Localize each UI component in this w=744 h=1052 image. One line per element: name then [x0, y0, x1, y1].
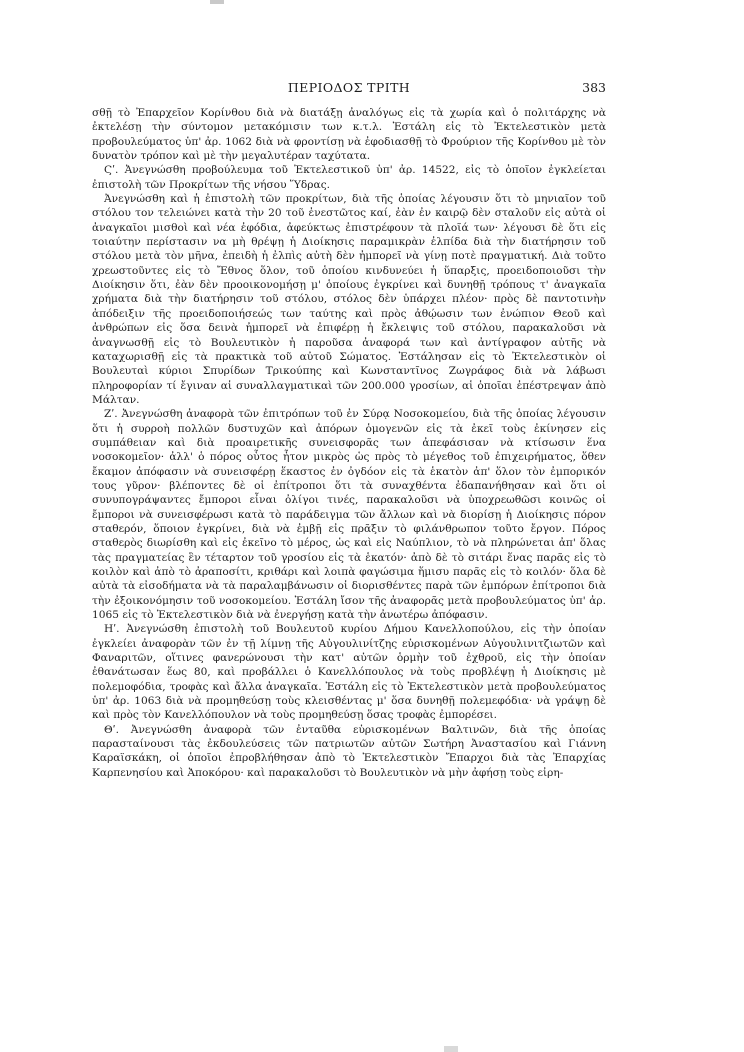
paragraph-section-9: Θʹ. Ἀνεγνώσθη ἀναφορὰ τῶν ἐνταῦθα εὑρισκομένων Βαλτινῶν, διὰ τῆς ὁποίας παρασταίνουσι τὰς ἐκδουλεύσεις τῶν πατριωτῶν αὐτῶν Σωτήρη Ἀναστασίου καὶ Γιάννη Καραϊσκάκη, οἱ ὁποῖοι ἐπροβλήθησαν ἀπὸ τὸ Ἐκτελεστικὸν Ἔπαρχοι διὰ τὰς Ἐπαρχίας Καρπενησίου καὶ Ἀποκόρου· καὶ παρακαλοῦσι τὸ Βουλευτικὸν νὰ μὴν ἀφήσῃ τοὺς εἰρη-	[92, 723, 606, 779]
paragraph-section-8: Ηʹ. Ἀνεγνώσθη ἐπιστολὴ τοῦ Βουλευτοῦ κυρίου Δήμου Κανελλοπούλου, εἰς τὴν ὁποίαν ἐγκλείει ἀναφορὰν τῶν ἐν τῇ λίμνῃ τῆς Αὐγουλινίτζης εὑρισκομένων Αὐγουλινιτζιωτῶν καὶ Φαναριτῶν, οἵτινες φανερώνουσι τὴν κατ' αὐτῶν ὁρμὴν τοῦ ἐχθροῦ, εἰς τὴν ὁποίαν ἐθανάτωσαν ἕως 80, καὶ προβάλλει ὁ Κανελλόπουλος νὰ τοὺς προβλέψῃ ἡ Διοίκησις μὲ πολεμοφόδια, τροφὰς καὶ ἄλλα ἀναγκαῖα. Ἐστάλη εἰς τὸ Ἐκτελεστικὸν μετὰ προβουλεύματος ὑπ' ἀρ. 1063 διὰ νὰ προμηθεύσῃ τοὺς κλεισθέντας μ' ὅσα δυνηθῇ πολεμεφόδια· νὰ γράψῃ δὲ καὶ πρὸς τὸν Κανελλόπουλον νὰ τοὺς προμηθεύσῃ ὅσας τροφὰς ἐμπορέσει.	[92, 623, 606, 722]
paragraph-section-6: Ϛʹ. Ἀνεγνώσθη προβούλευμα τοῦ Ἐκτελεστικοῦ ὑπ' ἀρ. 14522, εἰς τὸ ὁποῖον ἐγκλείεται ἐπιστολὴ τῶν Προκρίτων τῆς νήσου Ὕδρας.	[92, 164, 606, 191]
scan-mark-top	[210, 0, 224, 4]
paragraph-hydra-letter: Ἀνεγνώσθη καὶ ἡ ἐπιστολὴ τῶν προκρίτων, διὰ τῆς ὁποίας λέγουσιν ὅτι τὸ μηνιαῖον τοῦ στόλου τον τελειώνει κατὰ τὴν 20 τοῦ ἐνεστῶτος καί, ἐὰν ἐν καιρῷ δὲν σταλοῦν εἰς αὐτὰ οἱ ἀναγκαῖοι μισθοὶ καὶ νέα ἐφόδια, ἀφεύκτως ἐπιστρέφουν τὰ πλοῖά των· λέγουσι δὲ ὅτι εἰς τοιαύτην περίστασιν να μὴ θρέψῃ ἡ Διοίκησις παραμικρὰν ἐλπίδα διὰ τὴν διατήρησιν τοῦ στόλου μετὰ τὸν μῆνα, ἐπειδὴ ἡ ἐλπὶς αὐτὴ δὲν ἠμπορεῖ νὰ γίνῃ ποτὲ πραγματική. Διὰ τοῦτο χρεωστοῦντες εἰς τὸ Ἔθνος ὅλον, τοῦ ὁποίου κινδυνεύει ἡ ὕπαρξις, προειδοποιοῦσι τὴν Διοίκησιν ὅτι, ἐὰν δὲν προοικονομήσῃ μ' ὁποίους ἐγκρίνει καὶ δυνηθῇ τρόπους τ' ἀναγκαῖα χρήματα διὰ τὴν διατήρησιν τοῦ στόλου, στόλος δὲν ὑπάρχει πλέον· πρὸς δὲ παντοτινὴν ἀπόδειξιν τῆς προειδοποιήσεώς των ταύτης καὶ πρὸς ἀθῴωσιν των ἐνώπιον Θεοῦ καὶ ἀνθρώπων εἰς ὅσα δεινὰ ἠμπορεῖ νὰ ἐπιφέρῃ ἡ ἔκλειψις τοῦ στόλου, παρακαλοῦσι νὰ ἀναγνωσθῇ εἰς τὸ Βουλευτικὸν ἡ παροῦσα ἀναφορά των καὶ ἀντίγραφον αὐτῆς νὰ καταχωρισθῇ εἰς τὰ πρακτικὰ τοῦ αὐτοῦ Σώματος. Ἐστάλησαν εἰς τὸ Ἐκτελεστικὸν οἱ Βουλευταὶ κύριοι Σπυρίδων Τρικούπης καὶ Κωνσταντῖνος Ζωγράφος διὰ νὰ λάβωσι πληροφορίαν τί ἔγιναν αἱ συναλλαγματικαὶ τῶν 200.000 γροσίων, αἱ ὁποῖαι ἐπέστρεψαν ἀπὸ Μάλταν.	[92, 193, 606, 406]
paragraph-section-7: Ζʹ. Ἀνεγνώσθη ἀναφορὰ τῶν ἐπιτρόπων τοῦ ἐν Σύρᾳ Νοσοκομείου, διὰ τῆς ὁποίας λέγουσιν ὅτι ἡ συρροὴ πολλῶν δυστυχῶν καὶ ἀπόρων ὁμογενῶν εἰς τὰ ἐκεῖ τοὺς ἐκίνησεν εἰς συμπάθειαν καὶ διὰ προαιρετικῆς συνεισφορᾶς των ἀπεφάσισαν νὰ κτίσωσιν ἕνα νοσοκομεῖον· ἀλλ' ὁ πόρος οὗτος ἦτον μικρὸς ὡς πρὸς τὸ μέγεθος τοῦ ἐπιχειρήματος, ὅθεν ἔκαμον ἀπόφασιν νὰ συνεισφέρῃ ἕκαστος ἐν ὀγδόον εἰς τὰ ἑκατὸν ἀπ' ὅλον τὸν ἐμπορικόν τους γῦρον· βλέποντες δὲ οἱ ἐπίτροποι ὅτι τὰ συναχθέντα ἐδαπανήθησαν καὶ ὅτι οἱ συνυπογράψαντες ἔμποροι εἶναι ὀλίγοι τινές, παρακαλοῦσι νὰ ὑποχρεωθῶσι κοινῶς οἱ ἔμποροι νὰ συνεισφέρωσι κατὰ τὸ παράδειγμα τῶν ἄλλων καὶ νὰ διορίσῃ ἡ Διοίκησις πόρον σταθερόν, ὅποιον ἐγκρίνει, διὰ νὰ ἐμβῇ εἰς πρᾶξιν τὸ φιλάνθρωπον τοῦτο ἔργον. Πόρος σταθερὸς διωρίσθη καὶ εἰς ἐκεῖνο τὸ μέρος, ὡς καὶ εἰς Ναύπλιον, τὸ νὰ πληρώνεται ἀπ' ὅλας τὰς πραγματείας ἓν τέταρτον τοῦ γροσίου εἰς τὰ ἑκατόν· ἀπὸ δὲ τὸ σιτάρι ἕνας παρᾶς εἰς τὸ κοιλὸν καὶ ἀπὸ τὸ ἀραποσίτι, κριθάρι καὶ λοιπὰ φαγώσιμα ἥμισυ παρᾶς εἰς τὸ κοιλόν· ὅλα δὲ αὐτὰ τὰ εἰσοδήματα νὰ τὰ παραλαμβάνωσιν οἱ διορισθέντες παρὰ τῶν ἐμπόρων ἐπίτροποι διὰ τὴν ἐξοικονόμησιν τοῦ νοσοκομείου. Ἐστάλη ἴσον τῆς ἀναφορᾶς μετὰ προβουλεύματος ὑπ' ἀρ. 1065 εἰς τὸ Ἐκτελεστικὸν διὰ νὰ ἐνεργήσῃ κατὰ τὴν ἀνωτέρω ἀπόφασιν.	[92, 408, 606, 622]
page-header	[92, 80, 606, 100]
scan-mark-bottom	[444, 1046, 458, 1052]
running-head: ΠΕΡΙΟΔΟΣ ΤΡΙΤΗ	[287, 80, 411, 95]
paragraph-continuation: σθῇ τὸ Ἐπαρχεῖον Κορίνθου διὰ νὰ διατάξῃ ἀναλόγως εἰς τὰ χωρία καὶ ὁ πολιτάρχης νὰ ἐκτελέσῃ τὴν σύντομον μετακόμισιν των κ.τ.λ. Ἐστάλη εἰς τὸ Ἐκτελεστικὸν μετὰ προβουλεύματος ὑπ' ἀρ. 1062 διὰ νὰ φροντίσῃ νὰ ἐφοδιασθῇ τὸ Φρούριον τῆς Κορίνθου μὲ τὸν δυνατὸν τρόπον καὶ μὲ τὴν μεγαλυτέραν ταχύτατα.	[92, 107, 606, 163]
page-number: 383	[582, 80, 606, 95]
body-text	[92, 106, 606, 780]
